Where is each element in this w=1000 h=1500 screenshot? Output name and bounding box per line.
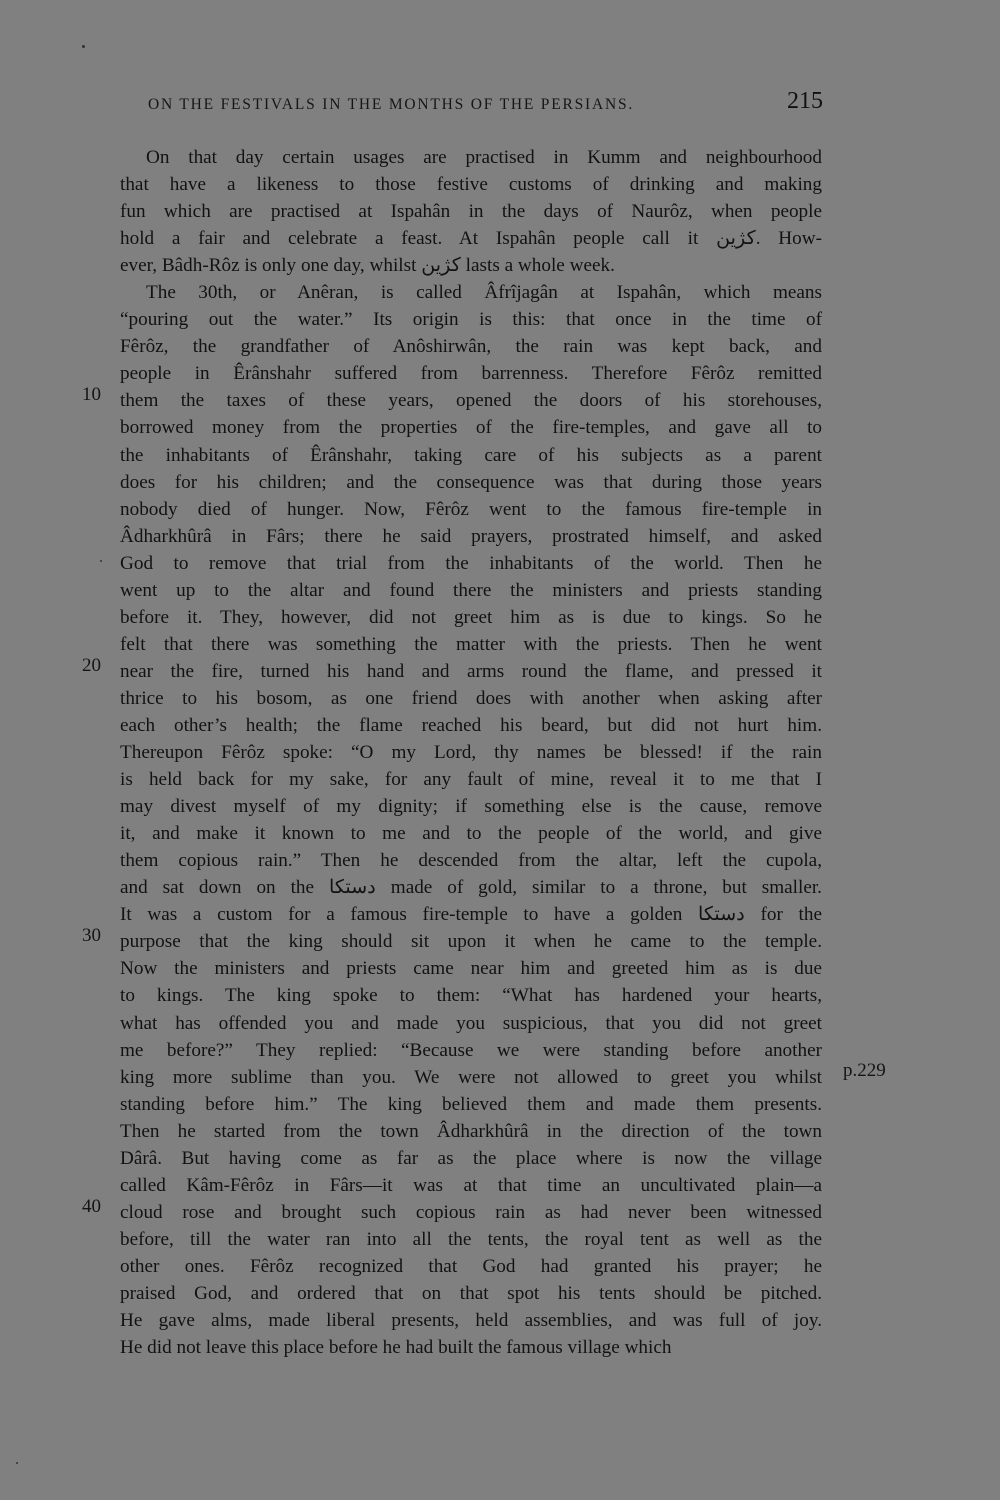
text-line: Then he started from the town Âdharkhûrâ in the direction of the town [120,1120,822,1142]
text-line: what has offended you and made you suspicious, that you did not greet [120,1012,822,1034]
text-line: called Kâm-Fêrôz in Fârs—it was at that time an uncultivated plain—a [120,1174,822,1196]
text-line: the inhabitants of Êrânshahr, taking care of his subjects as a parent [120,444,822,466]
body-text [120,144,822,1361]
text-line: standing before him.” The king believed them and made them presents. [120,1093,822,1115]
text-line: felt that there was something the matter with the priests. Then he went [120,633,822,655]
text-line: fun which are practised at Ispahân in the days of Naurôz, when people [120,201,822,223]
text-line: and sat down on the دستکا made of gold, similar to a throne, but smaller. [120,877,822,899]
text-line: cloud rose and brought such copious rain as had never been witnessed [120,1201,822,1223]
text-line: nobody died of hunger. Now, Fêrôz went to the famous fire-temple in [120,498,822,520]
text-line: Fêrôz, the grandfather of Anôshirwân, the rain was kept back, and [120,336,822,358]
text-line: me before?” They replied: “Because we were standing before another [120,1039,822,1061]
text-line: He did not leave this place before he had built the famous village which [120,1337,672,1359]
line-number: 40 [82,1196,101,1217]
text-line: went up to the altar and found there the ministers and priests standing [120,579,822,601]
text-line: may divest myself of my dignity; if something else is the cause, remove [120,796,822,818]
text-line: Dârâ. But having come as far as the place where is now the village [120,1147,822,1169]
text-line: is held back for my sake, for any fault of mine, reveal it to me that I [120,769,822,791]
line-number: 20 [82,655,101,676]
text-line: It was a custom for a famous fire-temple to have a golden دستکا for the [120,904,822,926]
text-line: other ones. Fêrôz recognized that God had granted his prayer; he [120,1255,822,1277]
text-line: God to remove that trial from the inhabitants of the world. Then he [120,552,822,574]
scan-speck [16,1462,18,1464]
text-line: Âdharkhûrâ in Fârs; there he said prayers, prostrated himself, and asked [120,525,822,547]
line-number: 30 [82,925,101,946]
text-line: them the taxes of these years, opened the doors of his storehouses, [120,390,822,412]
text-line: does for his children; and the consequence was that during those years [120,471,822,493]
scan-speck [100,560,102,562]
text-line: that have a likeness to those festive customs of drinking and making [120,174,822,196]
line-number: 10 [82,384,101,405]
page-header [118,88,823,122]
text-line: them copious rain.” Then he descended from the altar, left the cupola, [120,850,822,872]
page-reference: p.229 [843,1060,886,1081]
text-line: praised God, and ordered that on that spot his tents should be pitched. [120,1282,822,1304]
text-line: near the fire, turned his hand and arms round the flame, and pressed it [120,660,822,682]
text-line: before it. They, however, did not greet him as is due to kings. So he [120,606,822,628]
text-line: borrowed money from the properties of the fire-temples, and gave all to [120,417,822,439]
text-line: The 30th, or Anêran, is called Âfrîjagân at Ispahân, which means [146,282,822,304]
scan-speck [82,45,85,48]
text-line: Thereupon Fêrôz spoke: “O my Lord, thy names be blessed! if the rain [120,742,822,764]
text-line: people in Êrânshahr suffered from barrenness. Therefore Fêrôz remitted [120,363,822,385]
text-line: ever, Bâdh-Rôz is only one day, whilst کژین lasts a whole week. [120,255,615,277]
text-line: it, and make it known to me and to the people of the world, and give [120,823,822,845]
text-line: before, till the water ran into all the tents, the royal tent as well as the [120,1228,822,1250]
text-line: hold a fair and celebrate a feast. At Ispahân people call it کژین. How- [120,228,822,250]
text-line: On that day certain usages are practised in Kumm and neighbourhood [146,147,822,168]
text-line: king more sublime than you. We were not allowed to greet you whilst [120,1066,822,1088]
text-line: “pouring out the water.” Its origin is this: that once in the time of [120,309,822,331]
text-line: to kings. The king spoke to them: “What has hardened your hearts, [120,985,822,1007]
text-line: each other’s health; the flame reached his beard, but did not hurt him. [120,714,822,736]
text-line: thrice to his bosom, as one friend does with another when asking after [120,687,822,709]
page-number: 215 [787,88,823,114]
text-line: purpose that the king should sit upon it when he came to the temple. [120,931,822,953]
running-title: ON THE FESTIVALS IN THE MONTHS OF THE PERSIANS. [148,96,635,113]
text-line: He gave alms, made liberal presents, held assemblies, and was full of joy. [120,1310,822,1332]
text-line: Now the ministers and priests came near him and greeted him as is due [120,958,822,980]
